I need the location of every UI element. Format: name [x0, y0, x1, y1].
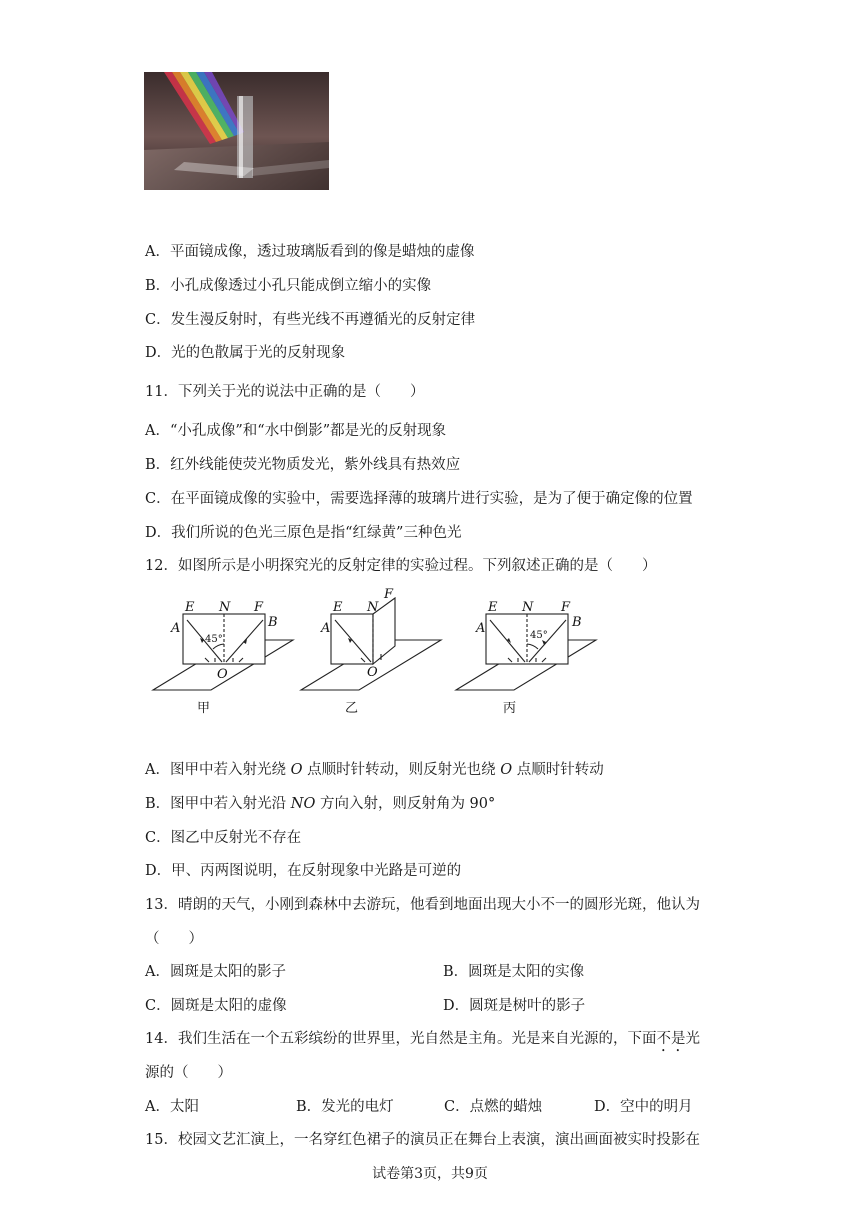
q11-option-b: B．红外线能使荧光物质发光，紫外线具有热效应	[145, 457, 461, 473]
fig2-caption: 乙	[345, 701, 359, 716]
q13-stem-line1: 13．晴朗的天气，小刚到森林中去游玩，他看到地面出现大小不一的圆形光斑，他认为	[145, 897, 700, 913]
fig1-label-b: B	[268, 615, 278, 630]
q11-option-a: A．“小孔成像”和“水中倒影”都是光的反射现象	[145, 423, 447, 439]
q14-option-c: C．点燃的蜡烛	[444, 1099, 543, 1115]
q13-option-b: B．圆斑是太阳的实像	[443, 964, 585, 980]
fig1-label-a: A	[171, 621, 181, 636]
q10-option-a: A．平面镜成像，透过玻璃版看到的像是蜡烛的虚像	[145, 244, 475, 260]
fig2-label-n: N	[367, 600, 379, 615]
fig3-label-n: N	[522, 600, 534, 615]
q14-option-a: A．太阳	[145, 1099, 199, 1115]
q15-stem-line1: 15．校园文艺汇演上，一名穿红色裙子的演员正在舞台上表演，演出画面被实时投影在	[145, 1132, 700, 1148]
q10-option-d: D．光的色散属于光的反射现象	[145, 345, 346, 361]
fig2-label-f: F	[384, 587, 394, 602]
q14-stem-line2: 源的（ ）	[145, 1065, 232, 1081]
fig1-label-n: N	[219, 600, 231, 615]
q11-option-d: D．我们所说的色光三原色是指“红绿黄”三种色光	[145, 525, 462, 541]
fig3-angle-label: 45°	[530, 630, 548, 641]
fig3-label-f: F	[561, 600, 571, 615]
fig3-label-a: A	[476, 621, 486, 636]
q11-option-c: C．在平面镜成像的实验中，需要选择薄的玻璃片进行实验，是为了便于确定像的位置	[145, 491, 693, 507]
fig1-label-e: E	[185, 600, 195, 615]
page-footer: 试卷第3页，共9页	[372, 1166, 488, 1182]
fig2-label-o: O	[367, 665, 378, 680]
q13-option-a: A．圆斑是太阳的影子	[145, 964, 286, 980]
fig1-angle-label: 45°	[205, 634, 223, 645]
q13-option-d: D．圆斑是树叶的影子	[443, 998, 586, 1014]
q10-option-b: B．小孔成像透过小孔只能成倒立缩小的实像	[145, 278, 432, 294]
q12-option-a: A．图甲中若入射光绕 O 点顺时针转动，则反射光也绕 O 点顺时针转动	[145, 762, 604, 778]
q13-option-c: C．圆斑是太阳的虚像	[145, 998, 287, 1014]
prism-dispersion-photo	[144, 72, 329, 190]
q13-stem-line2: （ ）	[145, 931, 203, 947]
q12-option-c: C．图乙中反射光不存在	[145, 830, 302, 846]
q12-stem: 12．如图所示是小明探究光的反射定律的实验过程。下列叙述正确的是（ ）	[145, 558, 657, 574]
q10-option-c: C．发生漫反射时，有些光线不再遵循光的反射定律	[145, 312, 476, 328]
q12-option-b: B．图甲中若入射光沿 NO 方向入射，则反射角为 90°	[145, 796, 496, 812]
fig1-label-o: O	[217, 667, 228, 682]
emphasis-dots: 不是	[656, 1031, 686, 1047]
q14-stem-line1: 14．我们生活在一个五彩缤纷的世界里，光自然是主角。光是来自光源的，下面不是光	[145, 1031, 700, 1047]
q14-option-d: D．空中的明月	[594, 1099, 693, 1115]
q11-stem: 11．下列关于光的说法中正确的是（ ）	[145, 384, 425, 400]
fig3-label-e: E	[488, 600, 498, 615]
q14-option-b: B．发光的电灯	[296, 1099, 394, 1115]
fig1-label-f: F	[254, 600, 264, 615]
fig2-label-a: A	[321, 621, 331, 636]
fig3-caption: 丙	[503, 701, 517, 716]
fig2-label-e: E	[333, 600, 343, 615]
fig1-caption: 甲	[197, 701, 211, 716]
reflection-experiment-figure	[145, 586, 605, 726]
fig3-label-b: B	[572, 615, 582, 630]
q12-option-d: D．甲、丙两图说明，在反射现象中光路是可逆的	[145, 863, 462, 879]
